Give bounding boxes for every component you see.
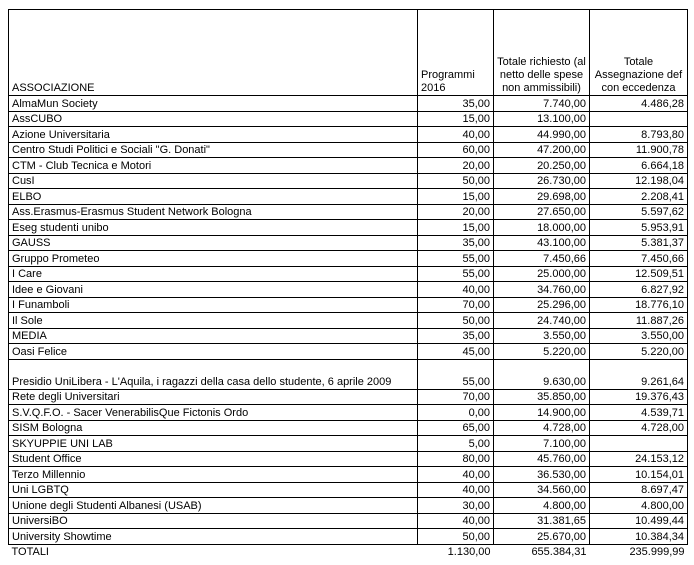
- cell-richiesto: 36.530,00: [494, 467, 590, 483]
- cell-associazione: I Funamboli: [9, 297, 418, 313]
- cell-programmi: 50,00: [418, 173, 494, 189]
- cell-associazione: Eseg studenti unibo: [9, 220, 418, 236]
- cell-associazione: Azione Universitaria: [9, 127, 418, 143]
- cell-programmi: 65,00: [418, 420, 494, 436]
- cell-programmi: 15,00: [418, 189, 494, 205]
- cell-assegnazione: 11.900,78: [590, 142, 688, 158]
- cell-programmi: 5,00: [418, 436, 494, 452]
- cell-assegnazione: 10.499,44: [590, 513, 688, 529]
- cell-assegnazione: 4.728,00: [590, 420, 688, 436]
- cell-associazione: Uni LGBTQ: [9, 482, 418, 498]
- header-associazione: ASSOCIAZIONE: [9, 10, 418, 96]
- cell-programmi: 30,00: [418, 498, 494, 514]
- cell-assegnazione: 8.697,47: [590, 482, 688, 498]
- cell-richiesto: 4.800,00: [494, 498, 590, 514]
- cell-programmi: 40,00: [418, 127, 494, 143]
- cell-richiesto: 47.200,00: [494, 142, 590, 158]
- cell-programmi: 70,00: [418, 389, 494, 405]
- table-row: [9, 420, 688, 436]
- cell-programmi: 60,00: [418, 142, 494, 158]
- cell-associazione: MEDIA: [9, 328, 418, 344]
- table-row: [9, 405, 688, 421]
- table-row: [9, 220, 688, 236]
- cell-programmi: 55,00: [418, 251, 494, 267]
- table-row: [9, 313, 688, 329]
- table-row: [9, 142, 688, 158]
- cell-assegnazione: 5.381,37: [590, 235, 688, 251]
- cell-assegnazione: 11.887,26: [590, 313, 688, 329]
- cell-richiesto: 25.296,00: [494, 297, 590, 313]
- cell-programmi: 35,00: [418, 328, 494, 344]
- table-row: [9, 451, 688, 467]
- cell-associazione: Unione degli Studenti Albanesi (USAB): [9, 498, 418, 514]
- table-row: [9, 297, 688, 313]
- cell-associazione: Rete degli Universitari: [9, 389, 418, 405]
- cell-richiesto: 34.760,00: [494, 282, 590, 298]
- cell-programmi: 15,00: [418, 220, 494, 236]
- cell-assegnazione: 8.793,80: [590, 127, 688, 143]
- cell-associazione: ELBO: [9, 189, 418, 205]
- totals-row: [9, 544, 688, 559]
- cell-assegnazione: 9.261,64: [590, 359, 688, 389]
- cell-richiesto: 18.000,00: [494, 220, 590, 236]
- cell-assegnazione: 6.827,92: [590, 282, 688, 298]
- cell-richiesto: 45.760,00: [494, 451, 590, 467]
- cell-programmi: 35,00: [418, 235, 494, 251]
- cell-richiesto: 44.990,00: [494, 127, 590, 143]
- table-row: [9, 498, 688, 514]
- table-row: [9, 235, 688, 251]
- cell-associazione: CTM - Club Tecnica e Motori: [9, 158, 418, 174]
- table-row: [9, 158, 688, 174]
- table-row: [9, 328, 688, 344]
- cell-richiesto: 24.740,00: [494, 313, 590, 329]
- totals-label: TOTALI: [11, 545, 49, 558]
- cell-richiesto: 14.900,00: [494, 405, 590, 421]
- table-row: [9, 266, 688, 282]
- cell-richiesto: 4.728,00: [494, 420, 590, 436]
- table-row: [9, 189, 688, 205]
- cell-assegnazione: 2.208,41: [590, 189, 688, 205]
- cell-programmi: 20,00: [418, 204, 494, 220]
- cell-associazione: GAUSS: [9, 235, 418, 251]
- cell-richiesto: 43.100,00: [494, 235, 590, 251]
- table-row: [9, 111, 688, 127]
- table-row: [9, 389, 688, 405]
- header-programmi: Programmi 2016: [418, 10, 494, 96]
- cell-associazione: I Care: [9, 266, 418, 282]
- cell-programmi: 50,00: [418, 529, 494, 545]
- cell-richiesto: 7.450,66: [494, 251, 590, 267]
- cell-programmi: 20,00: [418, 158, 494, 174]
- table-row: [9, 173, 688, 189]
- table-row: [9, 436, 688, 452]
- table-row: [9, 204, 688, 220]
- cell-programmi: 15,00: [418, 111, 494, 127]
- cell-assegnazione: 4.486,28: [590, 96, 688, 112]
- cell-associazione: Centro Studi Politici e Sociali "G. Donati": [9, 142, 418, 158]
- cell-programmi: 40,00: [418, 482, 494, 498]
- cell-assegnazione: 3.550,00: [590, 328, 688, 344]
- cell-richiesto: 31.381,65: [494, 513, 590, 529]
- totals-assegnazione: 235.999,99: [629, 545, 685, 558]
- cell-associazione: SISM Bologna: [9, 420, 418, 436]
- cell-richiesto: 35.850,00: [494, 389, 590, 405]
- cell-assegnazione: 4.800,00: [590, 498, 688, 514]
- cell-richiesto: 9.630,00: [494, 359, 590, 389]
- cell-programmi: 70,00: [418, 297, 494, 313]
- cell-assegnazione: 5.220,00: [590, 344, 688, 360]
- cell-programmi: 80,00: [418, 451, 494, 467]
- cell-assegnazione: 5.953,91: [590, 220, 688, 236]
- cell-assegnazione: 24.153,12: [590, 451, 688, 467]
- cell-richiesto: 7.740,00: [494, 96, 590, 112]
- cell-richiesto: 25.670,00: [494, 529, 590, 545]
- cell-programmi: 45,00: [418, 344, 494, 360]
- cell-assegnazione: 5.597,62: [590, 204, 688, 220]
- cell-associazione: Idee e Giovani: [9, 282, 418, 298]
- cell-assegnazione: 19.376,43: [590, 389, 688, 405]
- cell-richiesto: 25.000,00: [494, 266, 590, 282]
- cell-associazione: Terzo Millennio: [9, 467, 418, 483]
- cell-assegnazione: 4.539,71: [590, 405, 688, 421]
- cell-associazione: UniversiBO: [9, 513, 418, 529]
- cell-associazione: Gruppo Prometeo: [9, 251, 418, 267]
- table-row: [9, 359, 688, 389]
- totals-programmi: 1.130,00: [447, 545, 491, 558]
- cell-richiesto: 29.698,00: [494, 189, 590, 205]
- table-row: [9, 282, 688, 298]
- cell-associazione: Ass.Erasmus-Erasmus Student Network Bologna: [9, 204, 418, 220]
- header-totale-assegnazione: Totale Assegnazione def con eccedenza: [590, 10, 688, 96]
- cell-associazione: CusI: [9, 173, 418, 189]
- table-row: [9, 127, 688, 143]
- cell-richiesto: 27.650,00: [494, 204, 590, 220]
- cell-programmi: 55,00: [418, 359, 494, 389]
- cell-assegnazione: 7.450,66: [590, 251, 688, 267]
- table-row: [9, 344, 688, 360]
- table-row: [9, 482, 688, 498]
- cell-associazione: AlmaMun Society: [9, 96, 418, 112]
- cell-programmi: 40,00: [418, 513, 494, 529]
- cell-programmi: 40,00: [418, 282, 494, 298]
- cell-assegnazione: 18.776,10: [590, 297, 688, 313]
- table-row: [9, 251, 688, 267]
- cell-assegnazione: 12.198,04: [590, 173, 688, 189]
- cell-associazione: S.V.Q.F.O. - Sacer VenerabilisQue Fictonis Ordo: [9, 405, 418, 421]
- table-row: [9, 96, 688, 112]
- cell-richiesto: 5.220,00: [494, 344, 590, 360]
- cell-associazione: SKYUPPIE UNI LAB: [9, 436, 418, 452]
- cell-richiesto: 34.560,00: [494, 482, 590, 498]
- table-row: [9, 529, 688, 545]
- cell-assegnazione: 10.384,34: [590, 529, 688, 545]
- cell-programmi: 0,00: [418, 405, 494, 421]
- totals-richiesto: 655.384,31: [531, 545, 587, 558]
- cell-programmi: 40,00: [418, 467, 494, 483]
- cell-richiesto: 7.100,00: [494, 436, 590, 452]
- cell-associazione: Oasi Felice: [9, 344, 418, 360]
- cell-assegnazione: [590, 436, 688, 452]
- cell-associazione: University Showtime: [9, 529, 418, 545]
- cell-associazione: Presidio UniLibera - L'Aquila, i ragazzi della casa dello studente, 6 aprile 2009: [9, 359, 418, 389]
- cell-assegnazione: 6.664,18: [590, 158, 688, 174]
- cell-richiesto: 20.250,00: [494, 158, 590, 174]
- cell-associazione: Il Sole: [9, 313, 418, 329]
- cell-richiesto: 3.550,00: [494, 328, 590, 344]
- cell-richiesto: 13.100,00: [494, 111, 590, 127]
- cell-associazione: AssCUBO: [9, 111, 418, 127]
- allocation-table: [8, 9, 688, 559]
- cell-assegnazione: 10.154,01: [590, 467, 688, 483]
- cell-programmi: 50,00: [418, 313, 494, 329]
- table-row: [9, 467, 688, 483]
- cell-programmi: 55,00: [418, 266, 494, 282]
- cell-programmi: 35,00: [418, 96, 494, 112]
- cell-assegnazione: [590, 111, 688, 127]
- table-row: [9, 513, 688, 529]
- cell-associazione: Student Office: [9, 451, 418, 467]
- header-row: [9, 10, 688, 96]
- cell-richiesto: 26.730,00: [494, 173, 590, 189]
- cell-assegnazione: 12.509,51: [590, 266, 688, 282]
- header-totale-richiesto: Totale richiesto (al netto delle spese non ammissibili): [494, 10, 590, 96]
